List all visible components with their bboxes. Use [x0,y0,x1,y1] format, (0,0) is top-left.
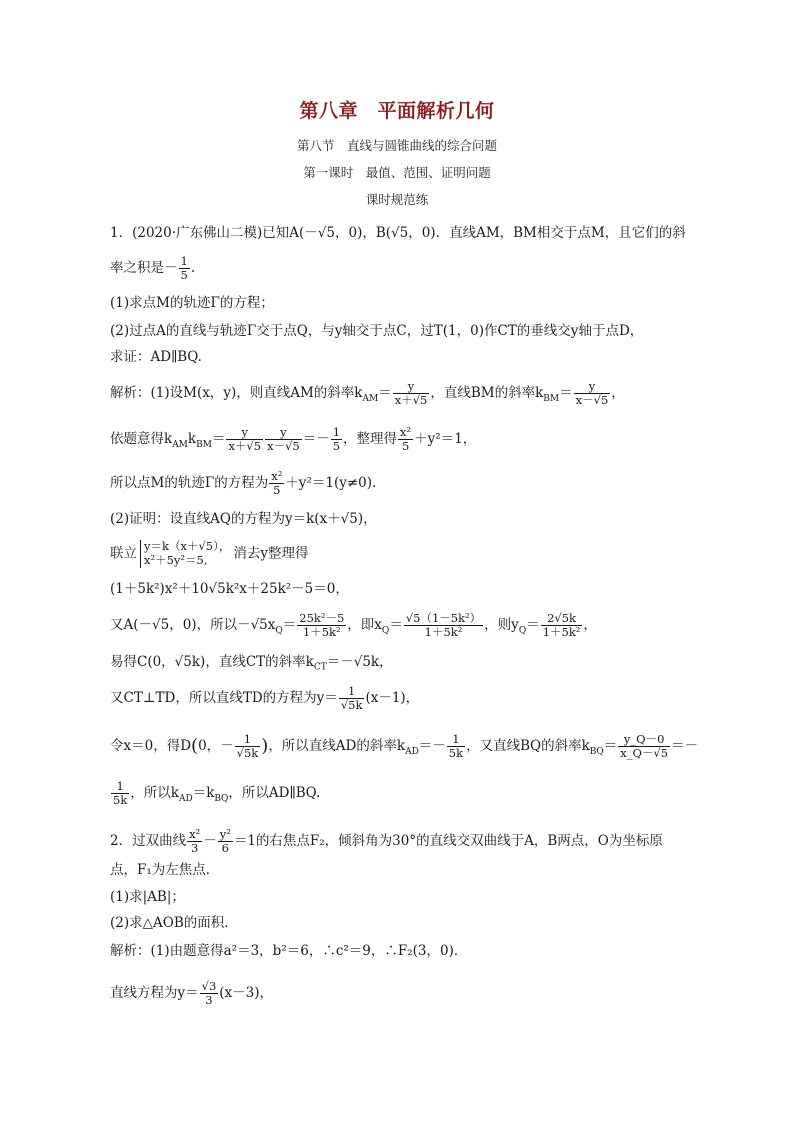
numerator: x² [400,425,412,439]
text-span: ，所以AD∥BQ. [228,785,321,802]
numerator: √5（1－5k²） [405,611,482,625]
problem-2-part-1: (1)求|AB|； [110,889,185,905]
practice-title: 课时规范练 [365,192,429,207]
fraction [541,612,583,639]
fraction [297,612,346,639]
chapter-title: 第八章 平面解析几何 [299,100,495,122]
numerator: 1 [235,733,261,747]
subscript: BM [543,393,560,404]
text-span: 直线方程为y＝ [110,985,199,1002]
subscript: AM [172,439,188,450]
numerator: x² [271,469,283,483]
text-span: ，则y [484,617,519,634]
text-span: ，即x [347,617,382,634]
text-span: ＝ [211,431,226,448]
numerator: 2√5k [541,612,583,626]
numerator: y [226,426,263,440]
fraction [331,426,342,453]
fraction [447,733,465,760]
fraction [393,380,430,407]
numerator: 1 [111,780,129,794]
subscript: CT [313,662,327,673]
solution-line [110,540,309,568]
text-span: 依题意得k [110,431,173,448]
problem-2-stem-cont: 点，F₁为左焦点． [110,862,220,878]
subscript: AD [178,793,193,804]
text-span: ，直线BM的斜率k [430,385,544,402]
denominator: 3 [190,841,199,856]
numerator: √3 [201,979,217,993]
fraction [179,255,190,282]
lesson-title: 第一课时 最值、范围、证明问题 [303,165,491,180]
denominator: 3 [205,993,213,1008]
denominator: 6 [221,841,229,856]
text-span: ， [611,385,625,402]
denominator: 1＋5k² [302,625,341,640]
numerator: x² [189,827,201,841]
text-span: ＝1的右焦点F₂，倾斜角为30°的直线交双曲线于A，B两点，O为坐标原 [233,833,663,850]
solution-line: (1＋5k²)x²＋10√5k²x＋25k²－5＝0， [110,581,349,597]
fraction [235,733,261,760]
subscript: BQ [214,793,229,804]
text-span: 消去y整理得 [233,545,309,562]
text-span: ，整理得 [343,431,398,448]
subscript: Q [275,625,283,636]
fraction [200,980,219,1007]
solution-line [110,612,597,639]
denominator: 5k [113,793,128,808]
fraction [398,426,413,453]
denominator: 5 [273,483,281,498]
section-title: 第八节 直线与圆锥曲线的综合问题 [296,138,497,153]
text-span: 率之积是－ [110,260,178,277]
text-span: ， [583,617,597,634]
subscript: BM [196,439,212,450]
subscript: Q [518,625,527,636]
problem-1-part-2: (2)过点A的直线与轨迹Γ交于点Q，与y轴交于点C，过T(1，0)作CT的垂线交y轴于点D， [110,323,644,339]
numerator: y_Q－0 [618,733,670,747]
numerator: 1 [180,254,188,268]
text-span: ，又直线BQ的斜率k [466,738,590,755]
text-span: ＝ [282,617,297,634]
denominator: √5k [340,698,363,713]
solution-line [110,685,419,712]
subscript: BQ [589,746,604,757]
solution-line [110,470,376,497]
paren-left: ( [191,735,199,757]
solution-line: 解析：(1)由题意得a²＝3，b²＝6，∴c²＝9，∴F₂(3，0)． [110,943,468,959]
text-span: 联立 [110,545,137,562]
text-span: 所以点M的轨迹Γ的方程为 [110,475,269,492]
denominator: 1＋5k² [424,625,463,640]
text-span: ＝－ [671,738,699,755]
fraction [618,733,670,760]
denominator: x_Q－√5 [620,746,669,761]
denominator: 5k [448,746,464,761]
numerator: 25k²－5 [299,611,345,625]
solution-line [110,426,476,453]
text-span: 2．过双曲线 [110,833,187,850]
solution-line [110,733,698,760]
denominator: 5 [180,268,188,283]
solution-line: (2)证明：设直线AQ的方程为y＝k(x＋√5)， [110,511,377,527]
numerator: y [265,426,302,440]
fraction [404,612,483,639]
problem-1-part-2-cont: 求证：AD∥BQ. [110,349,202,365]
denominator: x＋√5 [394,393,428,408]
problem-1-stem-cont [110,255,195,282]
solution-line [110,980,273,1007]
fraction [218,828,233,855]
numerator: y [393,380,430,394]
subscript: AD [405,746,419,757]
text-span: ＝－ [302,431,330,448]
text-span: ，所以k [130,785,179,802]
solution-line [110,780,320,807]
paren-right: ) [261,735,269,757]
problem-2-stem [110,828,663,855]
text-span: ＝ [389,617,403,634]
fraction [111,780,129,807]
text-span: ＝ [526,617,540,634]
text-span: 易得C(0，√5k)，直线CT的斜率k [110,654,314,670]
numerator: y² [219,827,231,841]
text-span: ＝ [603,738,618,755]
denominator: 1＋5k² [542,625,581,640]
numerator: 1 [339,685,365,699]
text-span: ＝－√5k， [326,654,393,670]
fraction [265,426,302,453]
text-span: ＋y²＝1(y≠0). [285,475,377,492]
subscript: Q [381,625,390,636]
denominator: x－√5 [575,393,609,408]
numerator: 1 [332,425,341,439]
text-span: k [187,431,197,448]
text-span: 解析：(1)设M(x，y)，则直线AM的斜率k [110,385,363,402]
denominator: 5 [401,439,410,454]
text-span: (x－3)， [219,985,274,1002]
subscript: AM [362,393,379,404]
text-span: ＝ [559,385,573,402]
text-span: ＋y²＝1， [414,431,477,448]
fraction [187,828,202,855]
denominator: x－√5 [267,439,300,454]
text-span: ＝ [378,385,392,402]
text-span: 又CT⊥TD，所以直线TD的方程为y＝ [110,690,338,707]
numerator: 1 [447,733,465,747]
solution-line [110,656,393,673]
problem-1-part-1: (1)求点M的轨迹Γ的方程； [110,295,274,311]
problem-2-part-2: (2)求△AOB的面积． [110,915,238,931]
text-span: . [190,260,196,277]
text-span: ，所以直线AD的斜率k [268,738,406,755]
text-span: － [203,833,217,850]
solution-line [110,380,625,407]
text-span: 又A(－√5，0)，所以－√5x [110,617,276,634]
denominator: √5k [236,746,259,761]
denominator: 5 [332,439,341,454]
problem-1-stem: 1．(2020·广东佛山二模)已知A(－√5，0)，B(√5，0)．直线AM，BM相交于点M，且它们的斜 [110,225,686,241]
text-span: (x－1)， [365,690,420,707]
text-span: 0，－ [198,738,234,755]
fraction [574,380,611,407]
fraction [226,426,263,453]
fraction [339,685,365,712]
equation-system [140,540,230,568]
text-span: ＝－ [418,738,446,755]
fraction [269,470,284,497]
equation: x²＋5y²＝5, [144,552,208,567]
text-span: ＝k [192,785,215,802]
equation: y＝k（x＋√5）， [144,539,231,553]
text-span: 令x＝0，得D [110,738,192,755]
numerator: y [574,380,611,394]
denominator: x＋√5 [228,439,262,454]
